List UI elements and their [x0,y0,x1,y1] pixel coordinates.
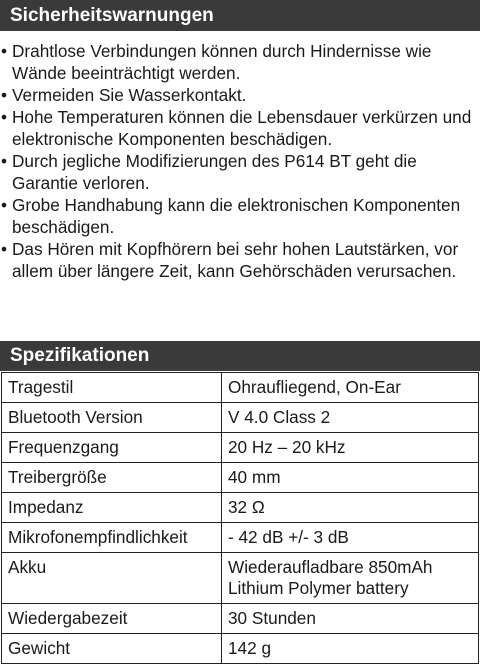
bullet-icon: • [1,107,8,127]
spec-value: 32 Ω [222,493,479,523]
safety-warnings-list [0,40,483,282]
table-row [2,463,479,493]
spec-value: Ohraufliegend, On-Ear [222,373,479,403]
warning-text: Das Hören mit Kopfhörern bei sehr hohen Lautstärken, vor allem über längere Zeit, kann Gehörschäden verursachen. [12,239,459,281]
warning-text: Grobe Handhabung kann die elektronischen Komponenten beschädigen. [12,195,461,237]
spec-value: 30 Stunden [222,604,479,634]
table-row [2,403,479,433]
spec-key: Frequenzgang [2,433,222,463]
list-item [0,150,483,194]
specifications-title: Spezifikationen [10,345,150,366]
spec-key: Treibergröße [2,463,222,493]
spec-key: Mikrofonempfindlichkeit [2,523,222,553]
table-row [2,634,479,664]
table-row [2,373,479,403]
bullet-icon: • [1,41,8,61]
spec-value: Wiederaufladbare 850mAh Lithium Polymer battery [222,553,479,604]
bullet-icon: • [1,239,8,259]
list-item [0,40,483,84]
spec-value: - 42 dB +/- 3 dB [222,523,479,553]
specifications-header [0,341,480,371]
spec-key: Bluetooth Version [2,403,222,433]
bullet-icon: • [1,195,8,215]
spec-key: Wiedergabezeit [2,604,222,634]
spec-key: Impedanz [2,493,222,523]
table-row [2,433,479,463]
list-item [0,194,483,238]
bullet-icon: • [1,151,8,171]
table-row [2,604,479,634]
table-row [2,553,479,604]
table-row [2,523,479,553]
spec-key: Tragestil [2,373,222,403]
safety-warnings-title: Sicherheitswarnungen [10,4,214,26]
specifications-table [1,372,479,664]
safety-warnings-header [0,0,480,31]
spec-value: 20 Hz – 20 kHz [222,433,479,463]
spec-value: 40 mm [222,463,479,493]
list-item [0,106,483,150]
list-item [0,84,483,106]
spec-value: V 4.0 Class 2 [222,403,479,433]
warning-text: Drahtlose Verbindungen können durch Hindernisse wie Wände beeinträchtigt werden. [12,41,432,83]
warning-text: Durch jegliche Modifizierungen des P614 BT geht die Garantie verloren. [12,151,417,193]
warning-text: Vermeiden Sie Wasserkontakt. [12,85,247,105]
bullet-icon: • [1,85,8,105]
list-item [0,238,483,282]
spec-value: 142 g [222,634,479,664]
spec-key: Gewicht [2,634,222,664]
spec-key: Akku [2,553,222,604]
warning-text: Hohe Temperaturen können die Lebensdauer verkürzen und elektronische Komponenten beschädigen. [12,107,472,149]
table-row [2,493,479,523]
